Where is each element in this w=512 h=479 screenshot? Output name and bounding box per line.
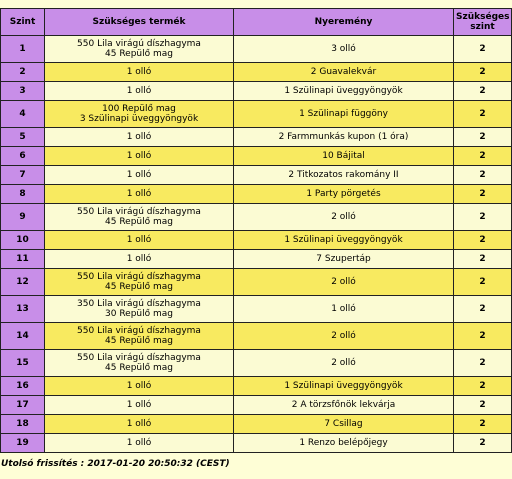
prize-cell: 7 Szupertáp [234, 250, 454, 269]
required-level-cell: 2 [454, 82, 512, 101]
required-level-cell: 2 [454, 101, 512, 128]
required-level-cell: 2 [454, 296, 512, 323]
prize-cell: 2 olló [234, 269, 454, 296]
required-level-cell: 2 [454, 377, 512, 396]
prize-cell: 1 Szülinapi üveggyöngyök [234, 82, 454, 101]
level-cell: 16 [1, 377, 45, 396]
required-level-cell: 2 [454, 396, 512, 415]
prize-cell: 2 Guavalekvár [234, 63, 454, 82]
prize-cell: 2 Titkozatos rakomány II [234, 166, 454, 185]
level-cell: 10 [1, 231, 45, 250]
level-cell: 12 [1, 269, 45, 296]
table-row [1, 101, 512, 128]
required-level-cell: 2 [454, 128, 512, 147]
table-row [1, 166, 512, 185]
required-level-cell: 2 [454, 323, 512, 350]
required-level-cell: 2 [454, 204, 512, 231]
required-item-cell: 550 Lila virágú díszhagyma 45 Repülő mag [45, 36, 234, 63]
table-row [1, 323, 512, 350]
table-row [1, 415, 512, 434]
required-item-cell: 1 olló [45, 434, 234, 453]
required-level-cell: 2 [454, 250, 512, 269]
level-cell: 11 [1, 250, 45, 269]
required-item-cell: 1 olló [45, 128, 234, 147]
level-cell: 13 [1, 296, 45, 323]
rewards-table [0, 8, 512, 453]
required-level-cell: 2 [454, 166, 512, 185]
prize-cell: 1 Renzo belépőjegy [234, 434, 454, 453]
prize-cell: 2 olló [234, 350, 454, 377]
table-row [1, 396, 512, 415]
required-level-cell: 2 [454, 147, 512, 166]
required-item-cell: 1 olló [45, 166, 234, 185]
prize-cell: 1 Szülinapi függöny [234, 101, 454, 128]
required-item-cell: 550 Lila virágú díszhagyma 45 Repülő mag [45, 323, 234, 350]
required-level-cell: 2 [454, 434, 512, 453]
prize-cell: 1 olló [234, 296, 454, 323]
header-level: Szint [1, 9, 45, 36]
table-row [1, 82, 512, 101]
table-row [1, 185, 512, 204]
level-cell: 17 [1, 396, 45, 415]
required-item-cell: 1 olló [45, 396, 234, 415]
table-row [1, 296, 512, 323]
prize-cell: 2 olló [234, 204, 454, 231]
prize-cell: 3 olló [234, 36, 454, 63]
table-row [1, 350, 512, 377]
table-row [1, 269, 512, 296]
required-item-cell: 1 olló [45, 231, 234, 250]
level-cell: 3 [1, 82, 45, 101]
table-row [1, 377, 512, 396]
header-prize: Nyeremény [234, 9, 454, 36]
required-level-cell: 2 [454, 63, 512, 82]
level-cell: 18 [1, 415, 45, 434]
table-row [1, 434, 512, 453]
table-row [1, 231, 512, 250]
table-row [1, 36, 512, 63]
prize-cell: 2 Farmmunkás kupon (1 óra) [234, 128, 454, 147]
required-item-cell: 1 olló [45, 63, 234, 82]
required-item-cell: 1 olló [45, 415, 234, 434]
required-item-cell: 1 olló [45, 82, 234, 101]
level-cell: 19 [1, 434, 45, 453]
required-level-cell: 2 [454, 350, 512, 377]
level-cell: 14 [1, 323, 45, 350]
table-row [1, 204, 512, 231]
table-row [1, 250, 512, 269]
last-updated-text: Utolsó frissítés : 2017-01-20 20:50:32 (CEST) [1, 459, 230, 469]
table-row [1, 147, 512, 166]
level-cell: 15 [1, 350, 45, 377]
level-cell: 2 [1, 63, 45, 82]
required-item-cell: 1 olló [45, 377, 234, 396]
level-cell: 4 [1, 101, 45, 128]
required-item-cell: 1 olló [45, 250, 234, 269]
level-cell: 1 [1, 36, 45, 63]
prize-cell: 2 A törzsfőnök lekvárja [234, 396, 454, 415]
required-item-cell: 100 Repülő mag 3 Szülinapi üveggyöngyök [45, 101, 234, 128]
required-item-cell: 550 Lila virágú díszhagyma 45 Repülő mag [45, 204, 234, 231]
required-level-cell: 2 [454, 231, 512, 250]
table-header [1, 9, 512, 36]
table-row [1, 63, 512, 82]
prize-cell: 1 Szülinapi üveggyöngyök [234, 231, 454, 250]
prize-cell: 2 olló [234, 323, 454, 350]
prize-cell: 10 Bájital [234, 147, 454, 166]
level-cell: 7 [1, 166, 45, 185]
required-item-cell: 1 olló [45, 147, 234, 166]
required-item-cell: 550 Lila virágú díszhagyma 45 Repülő mag [45, 269, 234, 296]
prize-cell: 7 Csillag [234, 415, 454, 434]
table-row [1, 128, 512, 147]
required-level-cell: 2 [454, 269, 512, 296]
required-item-cell: 350 Lila virágú díszhagyma 30 Repülő mag [45, 296, 234, 323]
required-item-cell: 1 olló [45, 185, 234, 204]
required-level-cell: 2 [454, 185, 512, 204]
header-required-item: Szükséges termék [45, 9, 234, 36]
required-level-cell: 2 [454, 415, 512, 434]
level-cell: 9 [1, 204, 45, 231]
table-body [1, 36, 512, 453]
level-cell: 8 [1, 185, 45, 204]
prize-cell: 1 Szülinapi üveggyöngyök [234, 377, 454, 396]
prize-cell: 1 Party pörgetés [234, 185, 454, 204]
level-cell: 6 [1, 147, 45, 166]
level-cell: 5 [1, 128, 45, 147]
required-level-cell: 2 [454, 36, 512, 63]
required-item-cell: 550 Lila virágú díszhagyma 45 Repülő mag [45, 350, 234, 377]
header-required-level: Szükséges szint [454, 9, 512, 36]
